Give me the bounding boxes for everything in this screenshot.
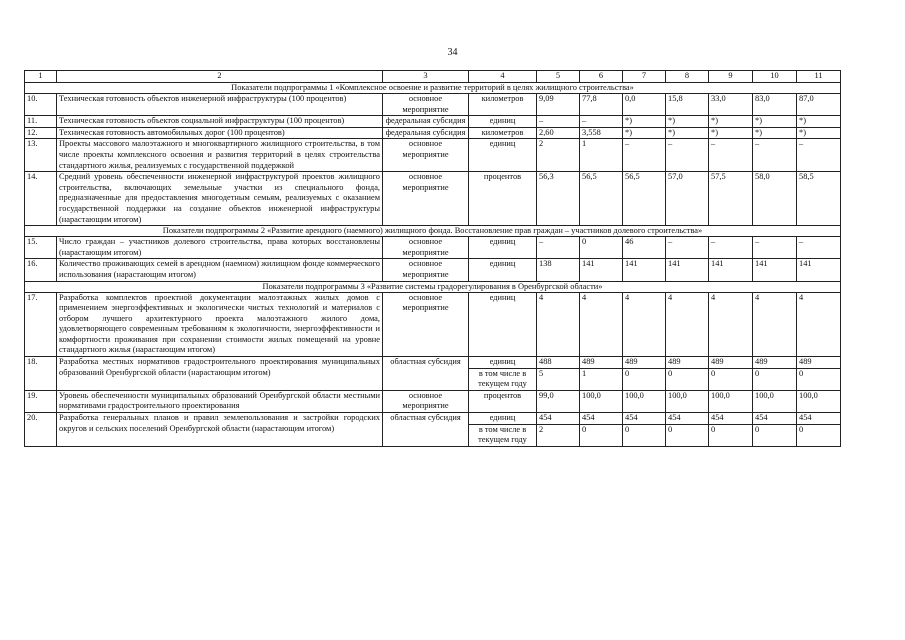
section-title-row (25, 83, 841, 94)
row-value: 100,0 (797, 390, 841, 412)
row-value-current-year: 5 (537, 368, 580, 390)
row-value: 489 (753, 357, 797, 369)
row-value-current-year: 0 (623, 424, 666, 446)
column-header: 11 (797, 71, 841, 83)
row-value: 138 (537, 259, 580, 281)
row-value: *) (623, 116, 666, 128)
row-value: – (709, 237, 753, 259)
row-value: *) (623, 127, 666, 139)
row-type: основное мероприятие (383, 292, 469, 357)
row-unit: единиц (469, 357, 537, 369)
row-value: *) (666, 116, 709, 128)
row-number: 16. (25, 259, 57, 281)
row-value: 489 (797, 357, 841, 369)
section-title: Показатели подпрограммы 1 «Комплексное освоение и развитие территорий в целях жилищного строительства» (25, 83, 841, 94)
row-value: 4 (753, 292, 797, 357)
row-value-current-year: 0 (709, 424, 753, 446)
row-description: Техническая готовность объектов социальной инфраструктуры (100 процентов) (57, 116, 383, 128)
row-value: – (580, 116, 623, 128)
section-title-row (25, 226, 841, 237)
column-header: 4 (469, 71, 537, 83)
row-value: 0 (580, 237, 623, 259)
row-value: 100,0 (623, 390, 666, 412)
row-value: 100,0 (666, 390, 709, 412)
column-header: 10 (753, 71, 797, 83)
row-value-current-year: 0 (753, 368, 797, 390)
row-type: основное мероприятие (383, 237, 469, 259)
row-description: Разработка комплектов проектной документации малоэтажных жилых домов с применением энергоэффективных и экологически чистых технологий и материалов с отбором лучшего архитектурного проекта малоэтажного жилого дома, удовлетворяющего современным требованиям к экологичности, энергоэффективности и комфортности проживания при сохранении стоимости жилых помещений на уровне стандартного жилья (нарастающим итогом) (57, 292, 383, 357)
row-value: *) (753, 127, 797, 139)
row-value: 2,60 (537, 127, 580, 139)
row-type: областная субсидия (383, 413, 469, 447)
row-type: федеральная субсидия (383, 116, 469, 128)
row-type: основное мероприятие (383, 172, 469, 226)
row-unit: единиц (469, 116, 537, 128)
row-value: – (797, 237, 841, 259)
row-value: 454 (537, 413, 580, 425)
row-unit: километров (469, 127, 537, 139)
row-value: 56,3 (537, 172, 580, 226)
row-description: Разработка генеральных планов и правил землепользования и застройки городских округов и сельских поселений Оренбургской области (нарастающим итогом) (57, 413, 383, 447)
row-type: федеральная субсидия (383, 127, 469, 139)
row-value: – (623, 139, 666, 172)
row-unit-current-year: в том числе в текущем году (469, 424, 537, 446)
row-value: 4 (797, 292, 841, 357)
section-title: Показатели подпрограммы 2 «Развитие арендного (наемного) жилищного фонда. Восстановление прав граждан – участников долевого строительства» (25, 226, 841, 237)
row-value-current-year: 0 (797, 424, 841, 446)
row-description: Уровень обеспеченности муниципальных образований Оренбургской области местными нормативами градостроительного проектирования (57, 390, 383, 412)
table-row (25, 390, 841, 412)
row-value: 141 (753, 259, 797, 281)
table-row (25, 116, 841, 128)
section-title: Показатели подпрограммы 3 «Развитие системы градорегулирования в Оренбургской области» (25, 281, 841, 292)
table-row (25, 292, 841, 357)
row-description: Техническая готовность объектов инженерной инфраструктуры (100 процентов) (57, 94, 383, 116)
row-value: – (753, 237, 797, 259)
table-row (25, 413, 841, 425)
row-number: 12. (25, 127, 57, 139)
row-type: основное мероприятие (383, 390, 469, 412)
row-value: 83,0 (753, 94, 797, 116)
row-value: 58,5 (797, 172, 841, 226)
row-value: *) (753, 116, 797, 128)
row-unit: процентов (469, 390, 537, 412)
row-description: Число граждан – участников долевого строительства, права которых восстановлены (нарастающим итогом) (57, 237, 383, 259)
row-type: основное мероприятие (383, 139, 469, 172)
row-value: *) (709, 127, 753, 139)
row-value: 56,5 (623, 172, 666, 226)
row-value: 141 (666, 259, 709, 281)
row-value: 100,0 (753, 390, 797, 412)
row-value: 454 (666, 413, 709, 425)
row-value: 141 (797, 259, 841, 281)
row-value: 489 (623, 357, 666, 369)
indicator-table (24, 70, 841, 447)
row-value: 454 (623, 413, 666, 425)
row-unit: единиц (469, 237, 537, 259)
row-value: 141 (623, 259, 666, 281)
row-unit: единиц (469, 259, 537, 281)
column-header: 5 (537, 71, 580, 83)
row-value: – (666, 237, 709, 259)
row-number: 14. (25, 172, 57, 226)
row-value: 77,8 (580, 94, 623, 116)
column-header: 1 (25, 71, 57, 83)
row-value: – (666, 139, 709, 172)
row-value: 57,0 (666, 172, 709, 226)
row-value: 3,558 (580, 127, 623, 139)
row-value: 489 (580, 357, 623, 369)
row-type: областная субсидия (383, 357, 469, 391)
row-value-current-year: 0 (666, 424, 709, 446)
row-value: 454 (709, 413, 753, 425)
row-value: – (537, 237, 580, 259)
table-row (25, 237, 841, 259)
row-value: – (797, 139, 841, 172)
row-value-current-year: 0 (666, 368, 709, 390)
column-header: 8 (666, 71, 709, 83)
table-row (25, 139, 841, 172)
row-description: Разработка местных нормативов градостроительного проектирования муниципальных образований Оренбургской области (нарастающим итогом) (57, 357, 383, 391)
row-value: *) (797, 116, 841, 128)
row-value: 100,0 (709, 390, 753, 412)
column-header: 9 (709, 71, 753, 83)
row-number: 20. (25, 413, 57, 447)
column-header: 7 (623, 71, 666, 83)
row-value: – (537, 116, 580, 128)
row-value: 454 (753, 413, 797, 425)
row-value-current-year: 0 (709, 368, 753, 390)
row-description: Техническая готовность автомобильных дорог (100 процентов) (57, 127, 383, 139)
row-value: 4 (537, 292, 580, 357)
row-value: 4 (666, 292, 709, 357)
table-row (25, 94, 841, 116)
table-row (25, 127, 841, 139)
row-number: 18. (25, 357, 57, 391)
row-value: 57,5 (709, 172, 753, 226)
row-value: 4 (709, 292, 753, 357)
row-description: Проекты массового малоэтажного и многоквартирного жилищного строительства, в том числе проекты комплексного освоения и развития территорий в целях строительства стандартного жилья, реализуемых с государственной поддержкой (57, 139, 383, 172)
row-number: 11. (25, 116, 57, 128)
row-value: 100,0 (580, 390, 623, 412)
row-value: 87,0 (797, 94, 841, 116)
row-value-current-year: 0 (580, 424, 623, 446)
row-value: *) (666, 127, 709, 139)
row-description: Количество проживающих семей в арендном (наемном) жилищном фонде коммерческого использования (нарастающим итогом) (57, 259, 383, 281)
row-value: 4 (623, 292, 666, 357)
row-value-current-year: 0 (753, 424, 797, 446)
table-row (25, 172, 841, 226)
row-description: Средний уровень обеспеченности инженерной инфраструктурой проектов жилищного строительства, включающих земельные участки из специального фонда, предназначенные для предоставления многодетным семьям, реализуемых с оказанием государственной поддержки на создание объектов инженерной инфраструктуры (нарастающим итогом) (57, 172, 383, 226)
row-value: 0,0 (623, 94, 666, 116)
row-value: 58,0 (753, 172, 797, 226)
row-value: 2 (537, 139, 580, 172)
row-unit-current-year: в том числе в текущем году (469, 368, 537, 390)
row-unit: единиц (469, 413, 537, 425)
row-value: 4 (580, 292, 623, 357)
row-number: 17. (25, 292, 57, 357)
column-header: 6 (580, 71, 623, 83)
row-value: 99,0 (537, 390, 580, 412)
row-unit: процентов (469, 172, 537, 226)
row-value: 56,5 (580, 172, 623, 226)
row-number: 19. (25, 390, 57, 412)
row-value-current-year: 1 (580, 368, 623, 390)
row-value: 489 (709, 357, 753, 369)
row-unit: единиц (469, 292, 537, 357)
row-value: 488 (537, 357, 580, 369)
table-row (25, 357, 841, 369)
row-unit: километров (469, 94, 537, 116)
row-value-current-year: 0 (623, 368, 666, 390)
section-title-row (25, 281, 841, 292)
row-type: основное мероприятие (383, 259, 469, 281)
row-value: 454 (580, 413, 623, 425)
row-value: *) (709, 116, 753, 128)
row-unit: единиц (469, 139, 537, 172)
row-value: 489 (666, 357, 709, 369)
row-value: 9,09 (537, 94, 580, 116)
row-value-current-year: 0 (797, 368, 841, 390)
row-value: 454 (797, 413, 841, 425)
row-value-current-year: 2 (537, 424, 580, 446)
row-value: 46 (623, 237, 666, 259)
row-value: – (709, 139, 753, 172)
table-row (25, 259, 841, 281)
column-header: 2 (57, 71, 383, 83)
row-value: 15,8 (666, 94, 709, 116)
header-row (25, 71, 841, 83)
row-type: основное мероприятие (383, 94, 469, 116)
row-value: – (753, 139, 797, 172)
row-value: 141 (709, 259, 753, 281)
row-value: 1 (580, 139, 623, 172)
row-number: 15. (25, 237, 57, 259)
row-value: *) (797, 127, 841, 139)
row-value: 33,0 (709, 94, 753, 116)
row-number: 13. (25, 139, 57, 172)
row-number: 10. (25, 94, 57, 116)
page-number: 34 (447, 47, 458, 58)
column-header: 3 (383, 71, 469, 83)
row-value: 141 (580, 259, 623, 281)
